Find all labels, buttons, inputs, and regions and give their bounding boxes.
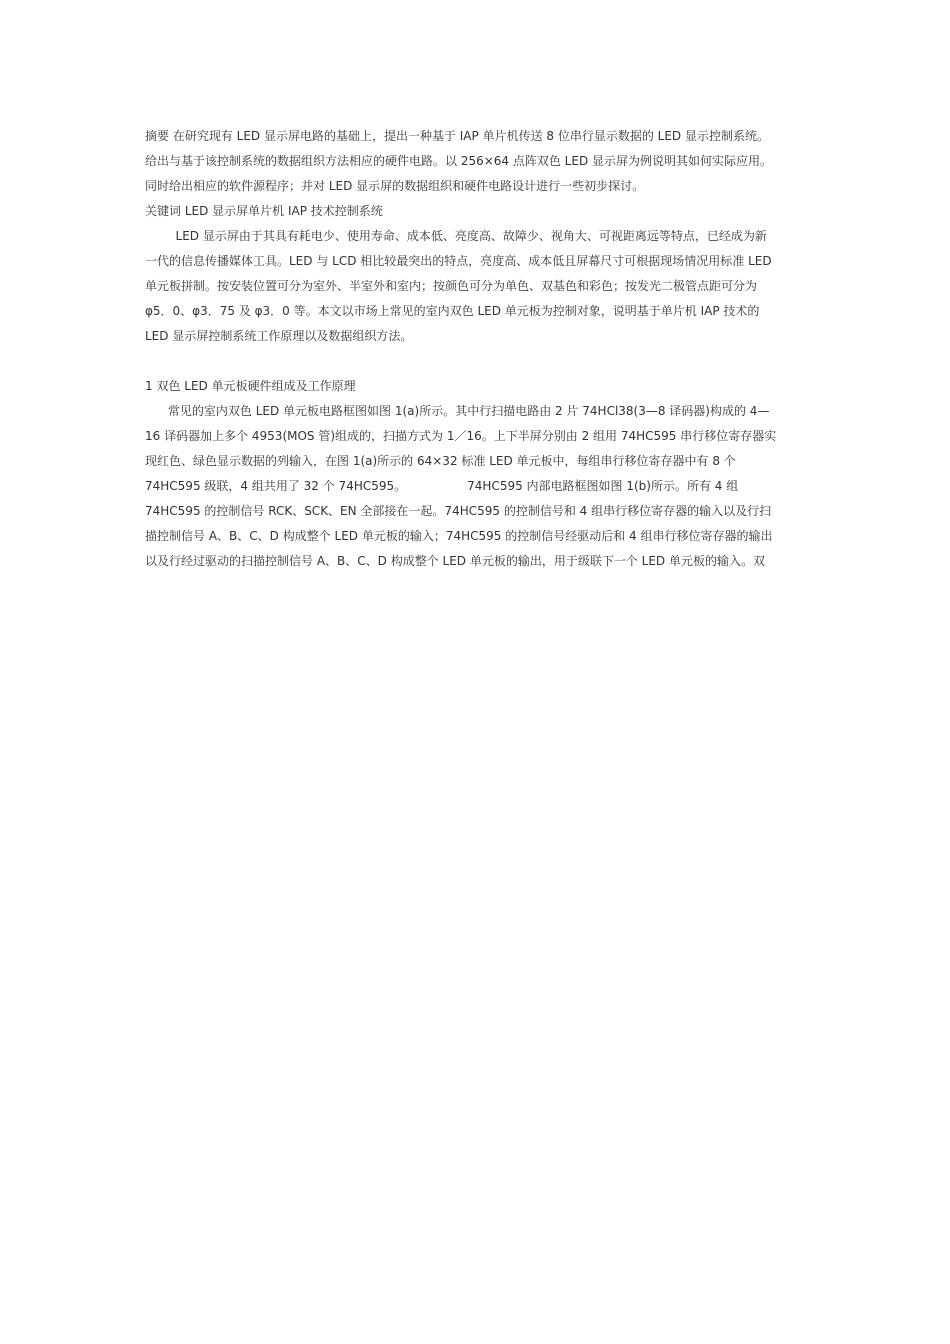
- section-line-7: 以及行经过驱动的扫描控制信号 A、B、C、D 构成整个 LED 单元板的输出，用于级联下一个 LED 单元板的输入。双: [145, 554, 765, 568]
- abstract-line-3: 同时给出相应的软件源程序；并对 LED 显示屏的数据组织和硬件电路设计进行一些初步探讨。: [145, 179, 645, 193]
- section-line-6: 描控制信号 A、B、C、D 构成整个 LED 单元板的输入；74HC595 的控制信号经驱动后和 4 组串行移位寄存器的输出: [145, 529, 773, 543]
- intro-line-5: LED 显示屏控制系统工作原理以及数据组织方法。: [145, 329, 413, 343]
- section-line-5: 74HC595 的控制信号 RCK、SCK、EN 全部接在一起。74HC595 的控制信号和 4 组串行移位寄存器的输入以及行扫: [145, 504, 772, 518]
- intro-line-1: LED 显示屏由于其具有耗电少、使用寿命、成本低、亮度高、故障少、视角大、可视距离远等特点，已经成为新: [145, 229, 767, 243]
- abstract-line-2: 给出与基于该控制系统的数据组织方法相应的硬件电路。以 256×64 点阵双色 LED 显示屏为例说明其如何实际应用。: [145, 154, 772, 168]
- section-line-1: 常见的室内双色 LED 单元板电路框图如图 1(a)所示。其中行扫描电路由 2 片 74HCl38(3—8 译码器)构成的 4—: [145, 404, 770, 418]
- intro-line-3: 单元板拼制。按安装位置可分为室外、半室外和室内；按颜色可分为单色、双基色和彩色；按发光二极管点距可分为: [145, 279, 758, 293]
- section-line-2: 16 译码器加上多个 4953(MOS 管)组成的，扫描方式为 1／16。上下半屏分别由 2 组用 74HC595 串行移位寄存器实: [145, 429, 777, 443]
- abstract-line-1: 摘要 在研究现有 LED 显示屏电路的基础上，提出一种基于 IAP 单片机传送 8 位串行显示数据的 LED 显示控制系统。: [145, 129, 769, 143]
- section-line-3: 现红色、绿色显示数据的列输入，在图 1(a)所示的 64×32 标准 LED 单元板中，每组串行移位寄存器中有 8 个: [145, 454, 736, 468]
- intro-line-4: φ5．0、φ3．75 及 φ3．0 等。本文以市场上常见的室内双色 LED 单元板为控制对象，说明基于单片机 IAP 技术的: [145, 304, 760, 318]
- keywords-line: 关键词 LED 显示屏单片机 IAP 技术控制系统: [145, 204, 383, 218]
- section-heading: 1 双色 LED 单元板硬件组成及工作原理: [145, 379, 356, 393]
- intro-line-2: 一代的信息传播媒体工具。LED 与 LCD 相比较最突出的特点，亮度高、成本低且屏幕尺寸可根据现场情况用标准 LED: [145, 254, 772, 268]
- section-line-4: 74HC595 级联，4 组共用了 32 个 74HC595。 74HC595 内部电路框图如图 1(b)所示。所有 4 组: [145, 479, 739, 493]
